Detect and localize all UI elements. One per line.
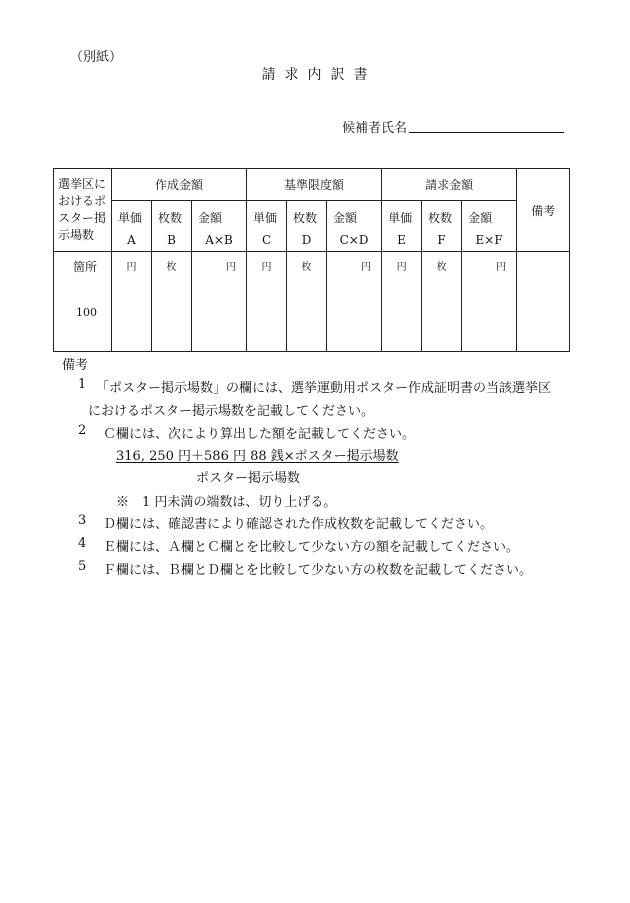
- note-1-line-1: 「ポスター掲示場数」の欄には、選挙運動用ポスター作成証明書の当該選挙区: [96, 381, 552, 396]
- group-header-claim: 請求金額: [382, 169, 517, 201]
- cell-cxd: 円: [327, 252, 382, 352]
- subheader-e: 単価 E: [382, 201, 422, 252]
- notes-heading: 備考: [62, 358, 89, 373]
- cell-exf: 円: [462, 252, 517, 352]
- candidate-name-line: [409, 132, 564, 133]
- note-1-line-2: におけるポスター掲示場数を記載してください。: [88, 404, 375, 419]
- cell-axb: 円: [192, 252, 247, 352]
- formula-numerator: 316, 250 円＋586 円 88 銭×ポスター掲示場数: [116, 449, 399, 464]
- subheader-d: 枚数 D: [287, 201, 327, 252]
- note-3-text: Ｄ欄には、確認書により確認された作成枚数を記載してください。: [103, 517, 494, 532]
- subheader-b: 枚数 B: [152, 201, 192, 252]
- subheader-c: 単価 C: [247, 201, 287, 252]
- note-2-text: Ｃ欄には、次により算出した額を記載してください。: [103, 427, 416, 442]
- cell-b: 枚: [152, 252, 192, 352]
- polling-places-cell: [54, 252, 112, 352]
- subheader-f: 枚数 F: [422, 201, 462, 252]
- cell-d: 枚: [287, 252, 327, 352]
- cell-f: 枚: [422, 252, 462, 352]
- unit-places: 箇所: [72, 260, 97, 274]
- remarks-header: 備考: [517, 169, 570, 252]
- formula-denominator: ポスター掲示場数: [196, 471, 301, 486]
- note-1-number: 1: [78, 377, 87, 392]
- subheader-exf: 金額 E×F: [462, 201, 517, 252]
- attachment-label: （別紙）: [70, 50, 123, 65]
- note-2-number: 2: [78, 423, 87, 438]
- group-header-creation: 作成金額: [112, 169, 247, 201]
- polling-places-value: 100: [76, 306, 97, 319]
- note-4-text: Ｅ欄には、Ａ欄とＣ欄とを比較して少ない方の額を記載してください。: [103, 540, 520, 555]
- note-5-number: 5: [78, 559, 87, 574]
- formula-note: ※ 1 円未満の端数は、切り上げる。: [116, 495, 337, 510]
- cell-c: 円: [247, 252, 287, 352]
- note-4-number: 4: [78, 536, 87, 551]
- candidate-name-label: 候補者氏名: [342, 121, 408, 136]
- group-header-limit: 基準限度額: [247, 169, 382, 201]
- breakdown-table: [53, 168, 570, 352]
- note-3-number: 3: [78, 513, 87, 528]
- cell-a: 円: [112, 252, 152, 352]
- page-title: 請求内訳書: [261, 67, 377, 83]
- polling-places-header: 選挙区に おけるポ スター掲 示場数: [54, 169, 112, 252]
- note-5-text: Ｆ欄には、Ｂ欄とＤ欄とを比較して少ない方の枚数を記載してください。: [103, 563, 533, 578]
- subheader-a: 単価 A: [112, 201, 152, 252]
- cell-e: 円: [382, 252, 422, 352]
- subheader-axb: 金額 A×B: [192, 201, 247, 252]
- cell-remarks: [517, 252, 570, 352]
- subheader-cxd: 金額 C×D: [327, 201, 382, 252]
